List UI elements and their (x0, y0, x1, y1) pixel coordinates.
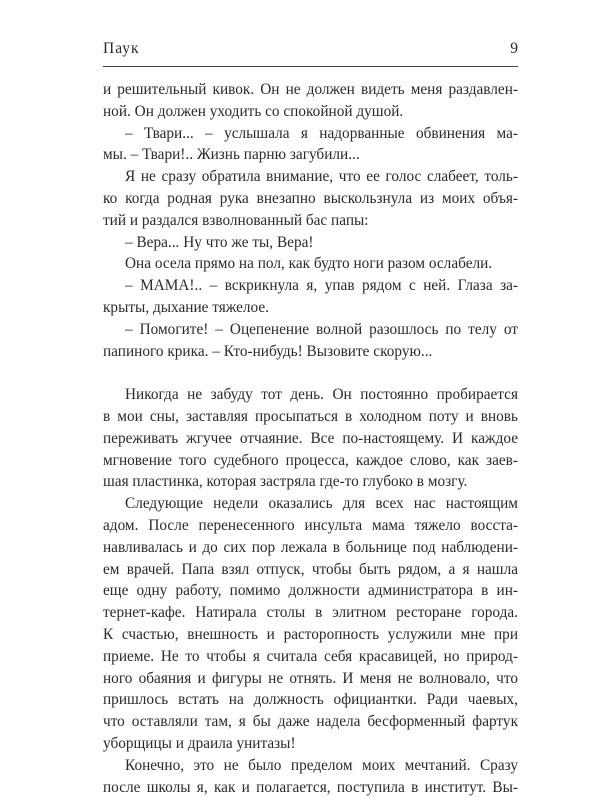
text-line: ной. Он должен уходить со спокойной душой. (103, 101, 518, 123)
text-line: приеме. Не то чтобы я считала себя красавицей, но природ- (103, 646, 518, 668)
text-line: – Помогите! – Оцепенение волной разошлось по телу от (103, 319, 518, 341)
text-line: ко когда родная рука внезапно выскользнула из моих объя- (103, 188, 518, 210)
text-line: тий и раздался взволнованный бас папы: (103, 210, 518, 232)
text-line: после школы я, как и полагается, поступила в институт. Вы- (103, 777, 518, 798)
text-line: тернет-кафе. Натирала столы в элитном ресторане города. (103, 602, 518, 624)
text-line: – Вера... Ну что же ты, Вера! (103, 232, 518, 254)
running-header (103, 40, 518, 64)
text-line: Я не сразу обратила внимание, что ее голос слабеет, толь- (103, 166, 518, 188)
text-line: мгновение того судебного процесса, каждое слово, как заев- (103, 450, 518, 472)
book-page (103, 0, 518, 750)
page-body-text (103, 79, 518, 798)
text-line: уборщицы и драила унитазы! (103, 733, 518, 755)
text-line: – МАМА!.. – вскрикнула я, упав рядом с ней. Глаза за- (103, 275, 518, 297)
section-break (103, 362, 518, 384)
text-line: в мои сны, заставляя просыпаться в холодном поту и вновь (103, 406, 518, 428)
text-line: мы. – Твари!.. Жизнь парню загубили... (103, 144, 518, 166)
text-line: Никогда не забуду тот день. Он постоянно пробирается (103, 384, 518, 406)
header-divider (103, 66, 518, 67)
text-line: папиного крика. – Кто-нибудь! Вызовите скорую... (103, 341, 518, 363)
text-line: еще одну работу, помимо должности администратора в ин- (103, 580, 518, 602)
text-line: Конечно, это не было пределом моих мечтаний. Сразу (103, 755, 518, 777)
text-line: адом. После перенесенного инсульта мама тяжело восста- (103, 515, 518, 537)
text-line: переживать жгучее отчаяние. Все по-настоящему. И каждое (103, 428, 518, 450)
text-line: и решительный кивок. Он не должен видеть меня раздавлен- (103, 79, 518, 101)
text-line: шая пластинка, которая застряла где-то глубоко в мозгу. (103, 471, 518, 493)
text-line: пришлось встать на должность официантки. Ради чаевых, (103, 689, 518, 711)
text-line: ем врачей. Папа взял отпуск, чтобы быть рядом, а я нашла (103, 559, 518, 581)
text-line: – Твари... – услышала я надорванные обвинения ма- (103, 123, 518, 145)
running-title: Паук (103, 40, 140, 58)
page-number: 9 (510, 40, 518, 58)
text-line: навливалась и до сих пор лежала в больнице под наблюдени- (103, 537, 518, 559)
text-line: К счастью, внешность и расторопность услужили мне при (103, 624, 518, 646)
text-line: что оставляли там, я бы даже надела бесформенный фартук (103, 711, 518, 733)
text-line: ного обаяния и фигуры не отнять. И меня не волновало, что (103, 668, 518, 690)
text-line: Следующие недели оказались для всех нас настоящим (103, 493, 518, 515)
text-line: Она осела прямо на пол, как будто ноги разом ослабели. (103, 253, 518, 275)
text-line: крыты, дыхание тяжелое. (103, 297, 518, 319)
